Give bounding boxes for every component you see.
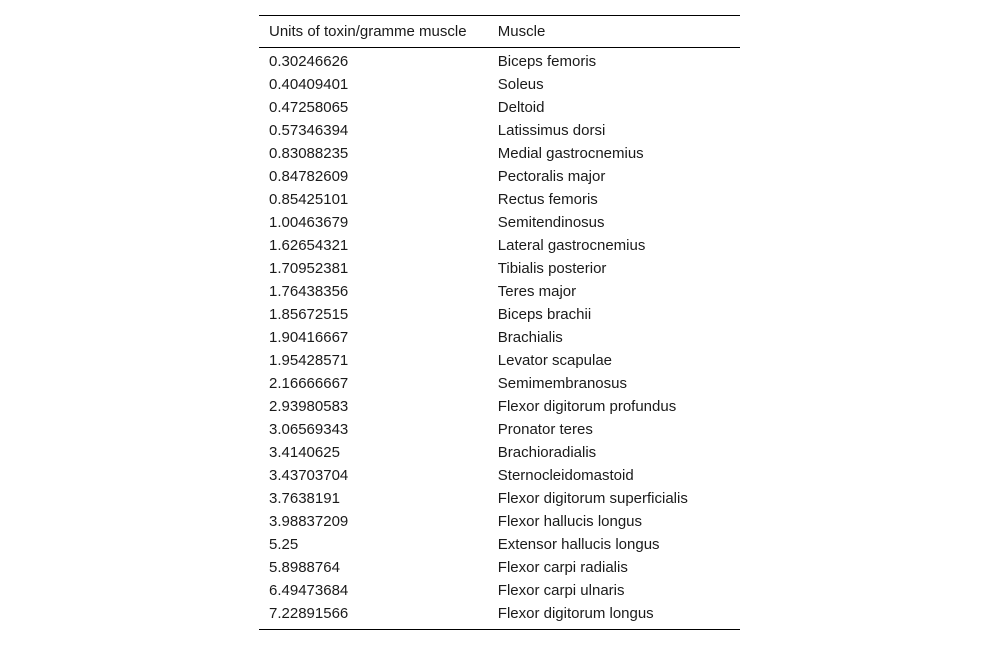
table-row — [259, 487, 740, 510]
muscle-cell: Brachialis — [497, 329, 563, 346]
table-row — [259, 234, 740, 257]
units-cell: 1.62654321 — [269, 237, 349, 254]
table-bottom-rule — [259, 629, 740, 630]
table-row — [259, 372, 740, 395]
table-row — [259, 257, 740, 280]
units-cell: 1.85672515 — [269, 306, 349, 323]
muscle-cell: Levator scapulae — [497, 352, 613, 369]
table-row — [259, 326, 740, 349]
units-cell: 0.47258065 — [269, 99, 349, 116]
table-row — [259, 303, 740, 326]
table-row — [259, 533, 740, 556]
table-row — [259, 73, 740, 96]
units-cell: 0.30246626 — [269, 53, 349, 70]
units-cell: 0.84782609 — [269, 168, 349, 185]
muscle-cell: Flexor hallucis longus — [497, 513, 643, 530]
units-cell: 3.4140625 — [269, 444, 340, 461]
data-table-container — [259, 15, 740, 630]
column-header-muscle: Muscle — [497, 23, 546, 40]
table-row — [259, 211, 740, 234]
table-row — [259, 96, 740, 119]
table-row — [259, 556, 740, 579]
muscle-cell: Teres major — [497, 283, 577, 300]
table-row — [259, 579, 740, 602]
table-row — [259, 48, 740, 74]
muscle-cell: Sternocleidomastoid — [497, 467, 634, 484]
table-row — [259, 464, 740, 487]
units-cell: 1.90416667 — [269, 329, 349, 346]
header-row — [259, 16, 740, 48]
units-cell: 5.25 — [269, 536, 299, 553]
muscle-cell: Extensor hallucis longus — [497, 536, 660, 553]
muscle-cell: Flexor carpi ulnaris — [497, 582, 625, 599]
muscle-cell: Flexor carpi radialis — [497, 559, 628, 576]
muscle-cell: Pronator teres — [497, 421, 593, 438]
muscle-cell: Biceps femoris — [497, 53, 597, 70]
units-cell: 3.7638191 — [269, 490, 340, 507]
muscle-cell: Semimembranosus — [497, 375, 627, 392]
toxin-units-table — [259, 15, 740, 629]
muscle-cell: Soleus — [497, 76, 544, 93]
units-cell: 1.00463679 — [269, 214, 349, 231]
muscle-cell: Rectus femoris — [497, 191, 598, 208]
units-cell: 1.95428571 — [269, 352, 349, 369]
units-cell: 0.40409401 — [269, 76, 349, 93]
units-cell: 3.98837209 — [269, 513, 349, 530]
table-row — [259, 119, 740, 142]
table-row — [259, 602, 740, 629]
muscle-cell: Brachioradialis — [497, 444, 597, 461]
units-cell: 5.8988764 — [269, 559, 340, 576]
muscle-cell: Semitendinosus — [497, 214, 605, 231]
units-cell: 1.76438356 — [269, 283, 349, 300]
table-row — [259, 165, 740, 188]
units-cell: 3.43703704 — [269, 467, 349, 484]
muscle-cell: Biceps brachii — [497, 306, 592, 323]
units-cell: 3.06569343 — [269, 421, 349, 438]
units-cell: 1.70952381 — [269, 260, 349, 277]
table-row — [259, 395, 740, 418]
column-header-units: Units of toxin/gramme muscle — [269, 23, 467, 40]
table-row — [259, 418, 740, 441]
units-cell: 0.83088235 — [269, 145, 349, 162]
table-header — [259, 16, 740, 48]
table-body — [259, 48, 740, 630]
muscle-cell: Latissimus dorsi — [497, 122, 606, 139]
muscle-cell: Pectoralis major — [497, 168, 606, 185]
units-cell: 7.22891566 — [269, 605, 349, 622]
units-cell: 6.49473684 — [269, 582, 349, 599]
muscle-cell: Lateral gastrocnemius — [497, 237, 646, 254]
table-row — [259, 280, 740, 303]
muscle-cell: Flexor digitorum profundus — [497, 398, 677, 415]
muscle-cell: Medial gastrocnemius — [497, 145, 644, 162]
muscle-cell: Flexor digitorum longus — [497, 605, 654, 622]
table-row — [259, 441, 740, 464]
units-cell: 2.16666667 — [269, 375, 349, 392]
muscle-cell: Flexor digitorum superficialis — [497, 490, 688, 507]
muscle-cell: Deltoid — [497, 99, 545, 116]
units-cell: 0.85425101 — [269, 191, 349, 208]
muscle-cell: Tibialis posterior — [497, 260, 607, 277]
units-cell: 0.57346394 — [269, 122, 349, 139]
units-cell: 2.93980583 — [269, 398, 349, 415]
table-row — [259, 188, 740, 211]
table-row — [259, 349, 740, 372]
table-row — [259, 510, 740, 533]
table-row — [259, 142, 740, 165]
